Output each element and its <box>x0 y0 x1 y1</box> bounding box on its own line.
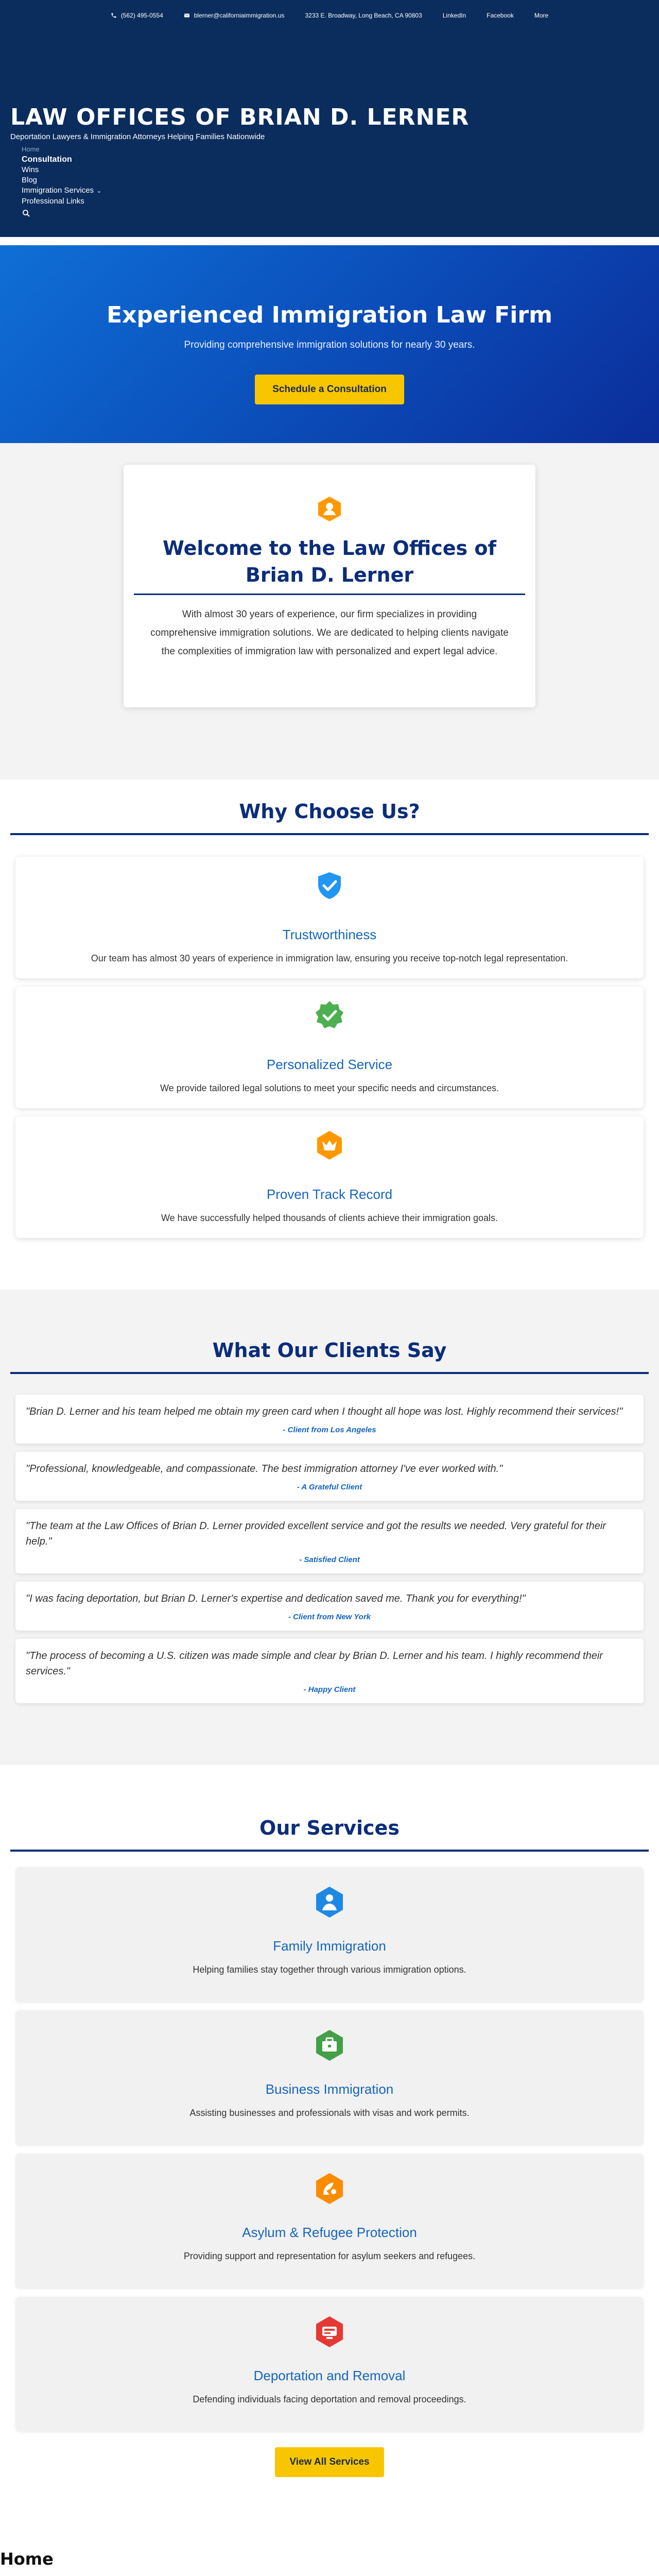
award-badge-icon <box>314 1130 345 1161</box>
hero-title: Experienced Immigration Law Firm <box>107 302 552 328</box>
asylum-icon <box>313 2172 346 2205</box>
phone-contact[interactable] <box>111 12 163 19</box>
services-title: Our Services <box>259 1817 400 1839</box>
testimonial-quote: "I was facing deportation, but Brian D. Lerner's expertise and dedication saved me. Thank you for everything!" <box>26 1593 526 1604</box>
testimonial-card <box>15 1452 644 1501</box>
testimonial-card <box>15 1395 644 1444</box>
section-divider <box>10 1850 649 1852</box>
why-choose-section <box>0 779 659 1290</box>
schedule-consultation-button[interactable]: Schedule a Consultation <box>255 375 404 404</box>
services-section <box>0 1765 659 2498</box>
nav-item-wins[interactable]: Wins <box>22 165 39 174</box>
deportation-icon <box>313 2315 346 2348</box>
welcome-section <box>0 443 659 779</box>
service-card-text: Helping families stay together through various immigration options. <box>193 1964 466 1975</box>
testimonials-section <box>0 1290 659 1765</box>
nav-item-consultation[interactable]: Consultation <box>22 155 72 164</box>
street-address: 3233 E. Broadway, Long Beach, CA 90803 <box>305 12 422 19</box>
email-address[interactable]: blerner@californiaimmigration.us <box>194 12 285 19</box>
phone-icon <box>111 12 117 19</box>
testimonial-author: - Client from New York <box>288 1613 371 1621</box>
service-card-title[interactable]: Family Immigration <box>273 1938 386 1954</box>
feature-card-proven-track-record <box>15 1116 644 1238</box>
family-icon <box>313 1886 346 1919</box>
attorney-icon <box>316 496 343 522</box>
feature-card-trustworthiness <box>15 857 644 978</box>
testimonial-quote: "The team at the Law Offices of Brian D. Lerner provided excellent service and got the results we needed. Very grateful for their help." <box>26 1520 606 1547</box>
testimonial-card <box>15 1509 644 1573</box>
section-divider <box>10 833 649 835</box>
testimonial-quote: "Professional, knowledgeable, and compassionate. The best immigration attorney I've ever worked with." <box>26 1463 503 1475</box>
service-card-asylum-refugee[interactable] <box>15 2154 644 2289</box>
site-header <box>0 31 659 237</box>
address-contact <box>305 12 422 19</box>
feature-card-personalized-service <box>15 987 644 1108</box>
home-section <box>0 2498 659 2576</box>
chevron-down-icon[interactable]: ⌄ <box>97 188 102 194</box>
welcome-divider <box>134 594 525 595</box>
business-icon <box>313 2029 346 2062</box>
linkedin-link[interactable]: LinkedIn <box>442 12 466 19</box>
feature-card-title: Trustworthiness <box>282 927 377 942</box>
feature-card-title: Proven Track Record <box>266 1187 393 1202</box>
service-card-title[interactable]: Asylum & Refugee Protection <box>242 2225 417 2240</box>
site-title[interactable]: LAW OFFICES OF BRIAN D. LERNER <box>10 104 470 130</box>
testimonial-card <box>15 1582 644 1631</box>
header-divider <box>0 237 659 245</box>
service-card-text: Defending individuals facing deportation and removal proceedings. <box>193 2394 466 2404</box>
more-link[interactable]: More <box>534 12 549 19</box>
testimonial-card <box>15 1639 644 1703</box>
nav-item-immigration-services-label: Immigration Services <box>22 186 94 195</box>
services-cta-wrap <box>0 2432 659 2477</box>
welcome-card <box>124 465 535 707</box>
view-all-services-button[interactable]: View All Services <box>275 2447 384 2477</box>
service-card-title[interactable]: Business Immigration <box>265 2081 394 2097</box>
hero-subtitle: Providing comprehensive immigration solutions for nearly 30 years. <box>184 340 475 350</box>
feature-card-text: Our team has almost 30 years of experience in immigration law, ensuring you receive top-notch legal representation. <box>91 953 568 963</box>
nav-item-blog[interactable]: Blog <box>22 176 38 184</box>
feature-card-text: We provide tailored legal solutions to meet your specific needs and circumstances. <box>160 1083 499 1093</box>
main-navigation <box>22 144 659 218</box>
testimonial-author: - Satisfied Client <box>299 1555 360 1564</box>
top-contact-bar <box>0 0 659 31</box>
shield-check-icon <box>314 870 345 901</box>
testimonial-quote: "Brian D. Lerner and his team helped me obtain my green card when I thought all hope was lost. Highly recommend their services!" <box>26 1406 623 1417</box>
feature-card-text: We have successfully helped thousands of clients achieve their immigration goals. <box>161 1213 498 1223</box>
nav-item-immigration-services[interactable] <box>22 185 659 196</box>
welcome-body: With almost 30 years of experience, our firm specializes in providing comprehensive immigration solutions. We are dedicated to helping clients navigate the complexities of immigration law with personalized and expert legal advice. <box>150 609 509 657</box>
site-tagline: Deportation Lawyers & Immigration Attorneys Helping Families Nationwide <box>10 132 265 141</box>
nav-item-professional-links[interactable]: Professional Links <box>22 197 84 206</box>
service-card-title[interactable]: Deportation and Removal <box>253 2368 406 2383</box>
service-card-deportation-removal[interactable] <box>15 2297 644 2432</box>
why-choose-title: Why Choose Us? <box>239 800 420 823</box>
testimonials-title: What Our Clients Say <box>212 1339 447 1362</box>
check-badge-icon <box>314 1000 345 1031</box>
welcome-title: Welcome to the Law Offices of Brian D. Lerner <box>163 537 496 586</box>
email-contact[interactable] <box>184 12 285 19</box>
home-heading: Home <box>0 2549 54 2569</box>
testimonial-author: - Happy Client <box>303 1685 356 1694</box>
testimonial-quote: "The process of becoming a U.S. citizen was made simple and clear by Brian D. Lerner and his team. I highly recommend their services." <box>26 1650 603 1677</box>
feature-card-title: Personalized Service <box>266 1057 393 1072</box>
mail-icon <box>184 12 190 19</box>
hero-banner <box>0 245 659 443</box>
service-card-text: Assisting businesses and professionals with visas and work permits. <box>189 2108 470 2118</box>
service-card-business-immigration[interactable] <box>15 2010 644 2145</box>
phone-number[interactable]: (562) 495-0554 <box>120 12 163 19</box>
testimonial-author: - A Grateful Client <box>297 1483 362 1492</box>
section-divider <box>10 1372 649 1374</box>
search-icon[interactable] <box>22 209 31 218</box>
testimonial-author: - Client from Los Angeles <box>283 1426 376 1434</box>
service-card-text: Providing support and representation for asylum seekers and refugees. <box>183 2251 476 2261</box>
service-card-family-immigration[interactable] <box>15 1867 644 2002</box>
nav-item-home[interactable]: Home <box>22 145 40 153</box>
facebook-link[interactable]: Facebook <box>487 12 514 19</box>
